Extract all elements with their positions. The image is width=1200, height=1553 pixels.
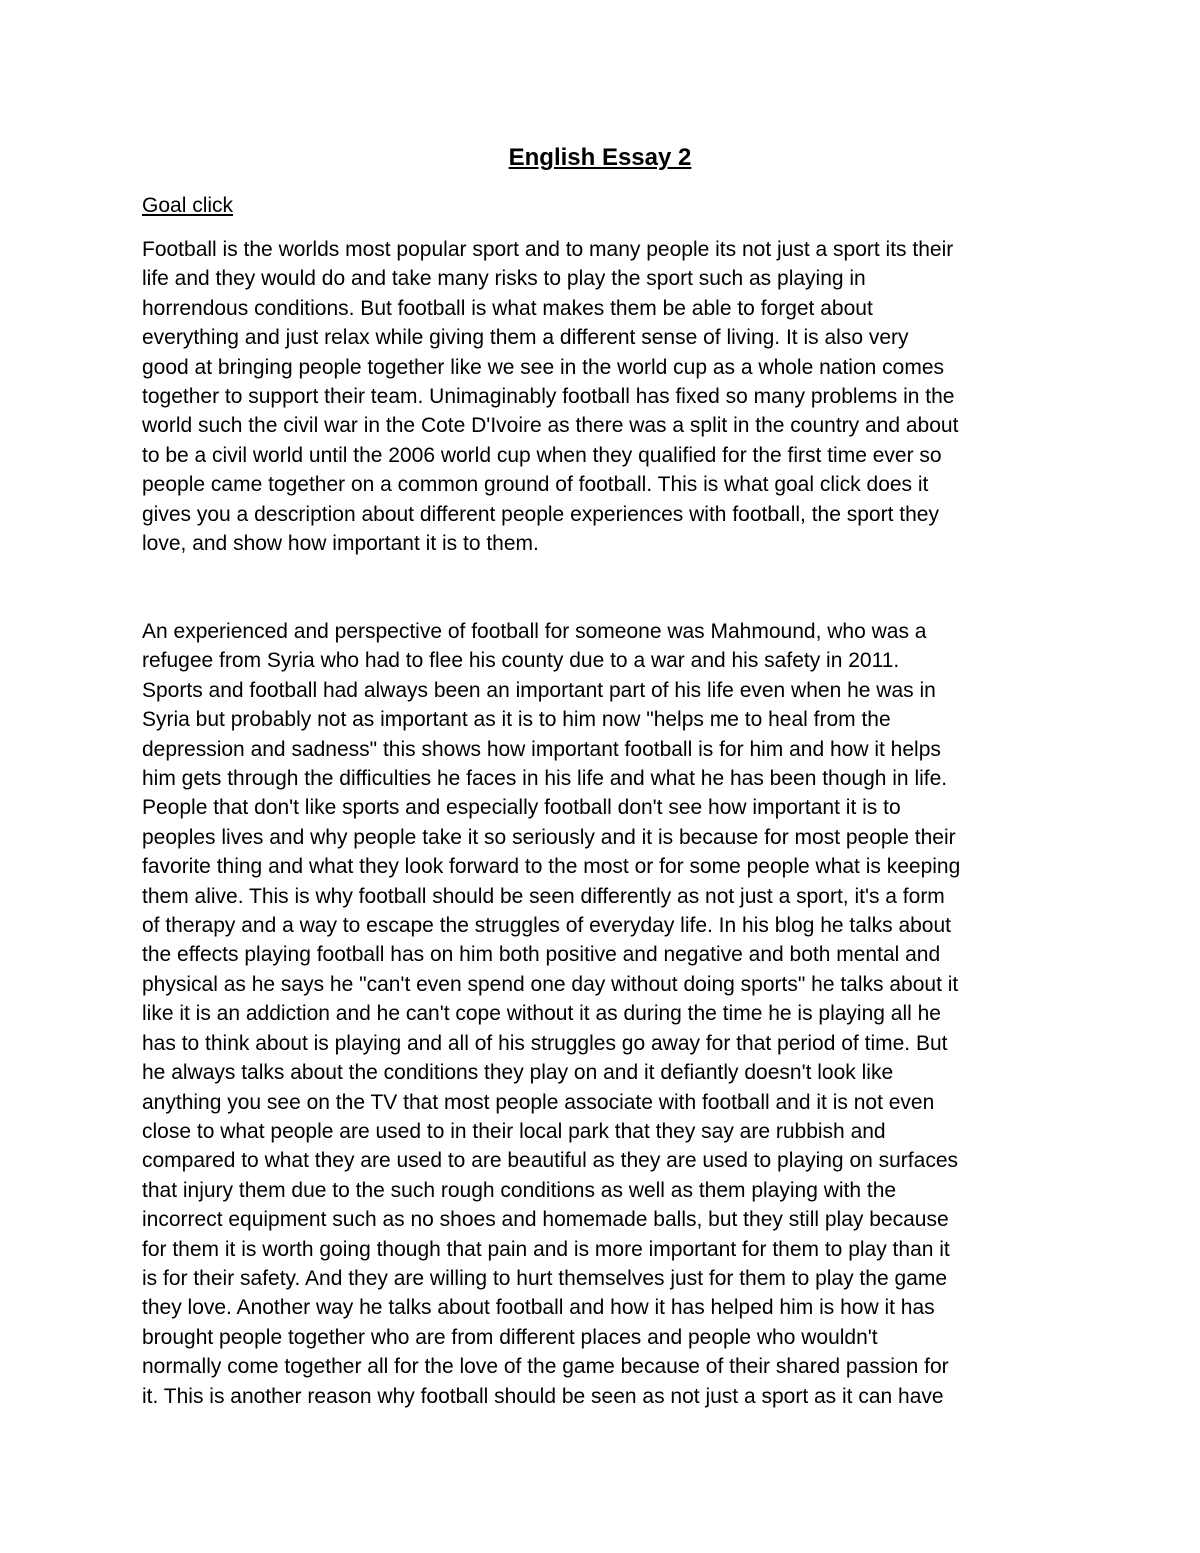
text-line: close to what people are used to in their local park that they say are rubbish and — [142, 1119, 886, 1143]
text-line: everything and just relax while giving them a different sense of living. It is also very — [142, 326, 909, 350]
essay-title: English Essay 2 — [508, 144, 692, 171]
text-line: Football is the worlds most popular sport and to many people its not just a sport its their — [142, 238, 954, 261]
text-line: physical as he says he "can't even spend one day without doing sports" he talks about it — [142, 972, 959, 996]
text-line: refugee from Syria who had to flee his county due to a war and his safety in 2011. — [142, 649, 900, 673]
text-line: anything you see on the TV that most people associate with football and it is not even — [142, 1090, 935, 1114]
text-line: like it is an addiction and he can't cope without it as during the time he is playing all he — [142, 1002, 941, 1026]
text-line: Syria but probably not as important as it is to him now "helps me to heal from the — [142, 708, 891, 732]
text-line: the effects playing football has on him both positive and negative and both mental and — [142, 943, 941, 967]
text-line: brought people together who are from different places and people who wouldn't — [142, 1325, 878, 1349]
text-line: incorrect equipment such as no shoes and homemade balls, but they still play because — [142, 1208, 949, 1232]
text-line: together to support their team. Unimaginably football has fixed so many problems in the — [142, 385, 955, 409]
text-line: they love. Another way he talks about football and how it has helped him is how it has — [142, 1296, 935, 1320]
text-line: horrendous conditions. But football is what makes them be able to forget about — [142, 296, 873, 320]
text-line: An experienced and perspective of football for someone was Mahmound, who was a — [142, 620, 927, 643]
text-line: good at bringing people together like we see in the world cup as a whole nation comes — [142, 355, 945, 379]
text-line: People that don't like sports and especially football don't see how important it is to — [142, 796, 901, 820]
text-line: depression and sadness" this shows how important football is for him and how it helps — [142, 737, 941, 761]
text-line: normally come together all for the love of the game because of their shared passion for — [142, 1355, 949, 1379]
text-line: life and they would do and take many risks to play the sport such as playing in — [142, 267, 866, 291]
text-line: he always talks about the conditions they play on and it defiantly doesn't look like — [142, 1061, 894, 1085]
text-line: him gets through the difficulties he faces in his life and what he has been though in life. — [142, 767, 948, 791]
text-line: has to think about is playing and all of his struggles go away for that period of time. But — [142, 1031, 948, 1055]
text-line: that injury them due to the such rough conditions as well as them playing with the — [142, 1178, 897, 1202]
text-line: Sports and football had always been an important part of his life even when he was in — [142, 678, 936, 702]
text-line: compared to what they are used to are beautiful as they are used to playing on surfaces — [142, 1149, 958, 1173]
text-line: for them it is worth going though that pain and is more important for them to play than it — [142, 1237, 950, 1261]
text-line: it. This is another reason why football should be seen as not just a sport as it can have — [142, 1384, 944, 1408]
text-line: favorite thing and what they look forward to the most or for some people what is keeping — [142, 855, 961, 879]
paragraph-1 — [142, 235, 1072, 558]
text-line: them alive. This is why football should be seen differently as not just a sport, it's a form — [142, 884, 945, 908]
essay-subtitle: Goal click — [142, 194, 234, 217]
text-line: peoples lives and why people take it so seriously and it is because for most people their — [142, 825, 956, 849]
text-line: gives you a description about different people experiences with football, the sport they — [142, 502, 939, 526]
text-line: people came together on a common ground of football. This is what goal click does it — [142, 473, 929, 497]
text-line: is for their safety. And they are willing to hurt themselves just for them to play the game — [142, 1266, 947, 1290]
text-line: world such the civil war in the Cote D'Ivoire as there was a split in the country and about — [142, 414, 959, 438]
text-line: love, and show how important it is to them. — [142, 532, 539, 556]
text-line: of therapy and a way to escape the struggles of everyday life. In his blog he talks about — [142, 914, 951, 938]
text-line: to be a civil world until the 2006 world cup when they qualified for the first time ever so — [142, 443, 942, 467]
paragraph-2 — [142, 617, 1072, 1411]
